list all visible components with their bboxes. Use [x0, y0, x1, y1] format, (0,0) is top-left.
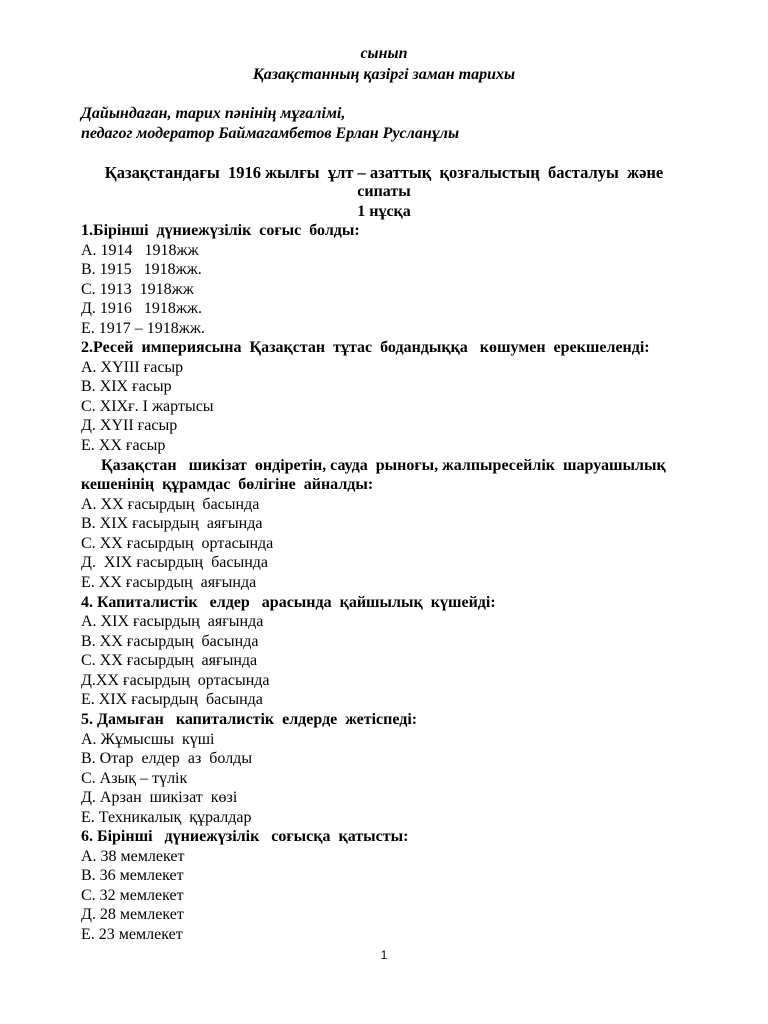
question-4: 4. Капиталистік елдер арасында қайшылық күшейді: [81, 594, 496, 611]
option: В. XIX ғасырдың аяғында [81, 515, 263, 532]
option: В. 36 мемлекет [81, 867, 184, 884]
question-5: 5. Дамыған капиталистік елдерде жетіспеді: [81, 711, 418, 728]
option: А. XX ғасырдың басында [81, 496, 260, 513]
option: С. XIXғ. I жартысы [81, 398, 214, 415]
page-number: 1 [380, 948, 388, 962]
option: А. XYIII ғасыр [81, 359, 184, 376]
option: Е. XX ғасыр [81, 437, 166, 454]
question-1: 1.Бірінші дүниежүзілік соғыс болды: [81, 222, 360, 239]
variant-label: 1 нұсқа [357, 203, 411, 220]
option: С. 1913 1918жж [81, 281, 194, 298]
option: С. XX ғасырдың ортасында [81, 535, 274, 552]
option: Е. 23 мемлекет [81, 926, 183, 943]
option: В. XIX ғасыр [81, 378, 172, 395]
option: А. 38 мемлекет [81, 848, 185, 865]
option: Д. 28 мемлекет [81, 906, 184, 923]
author-line-1: Дайындаған, тарих пәнінің мұғалімі, [81, 105, 346, 122]
option: В. 1915 1918жж. [81, 261, 202, 278]
test-title-line-1: Қазақстандағы 1916 жылғы ұлт – азаттық қозғалыстың басталуы және [104, 163, 664, 182]
option: С. Азық – түлік [81, 770, 188, 787]
option: А. 1914 1918жж [81, 242, 199, 259]
option: С. 32 мемлекет [81, 887, 184, 904]
option: В. Отар елдер аз болды [81, 750, 253, 767]
class-label: сынып [360, 45, 408, 62]
question-6: 6. Бірінші дүниежүзілік соғысқа қатысты: [81, 828, 409, 845]
option: С. XX ғасырдың аяғында [81, 652, 258, 669]
option: Е. Техникалық құралдар [81, 809, 252, 826]
option: Д. 1916 1918жж. [81, 300, 203, 317]
option: Е. 1917 – 1918жж. [81, 320, 205, 337]
option: Д. Арзан шикізат көзі [81, 789, 238, 806]
option: В. XX ғасырдың басында [81, 633, 259, 650]
author-line-2: педагог модератор Баймагамбетов Ерлан Русланұлы [81, 125, 460, 142]
option: А. Жұмысшы күші [81, 731, 215, 748]
subject-title: Қазақстанның қазіргі заман тарихы [252, 66, 516, 83]
option: Е. XX ғасырдың аяғында [81, 574, 257, 591]
question-2: 2.Ресей империясына Қазақстан тұтас бодандыққа көшумен ерекшеленді: [81, 339, 650, 356]
option: Д. XIX ғасырдың басында [81, 554, 269, 571]
test-title-line-2: сипаты [357, 183, 411, 200]
option: Д. XYII ғасыр [81, 417, 178, 434]
question-3-line-1: Қазақстан шикізат өндіретін, сауда рыноғы, жалпыресейлік шаруашылық [101, 457, 666, 474]
option: А. XIX ғасырдың аяғында [81, 613, 264, 630]
option: Д.XX ғасырдың ортасында [81, 672, 270, 689]
question-3-line-2: кешенінің құрамдас бөлігіне айналды: [81, 476, 374, 493]
option: Е. XIX ғасырдың басында [81, 691, 263, 708]
